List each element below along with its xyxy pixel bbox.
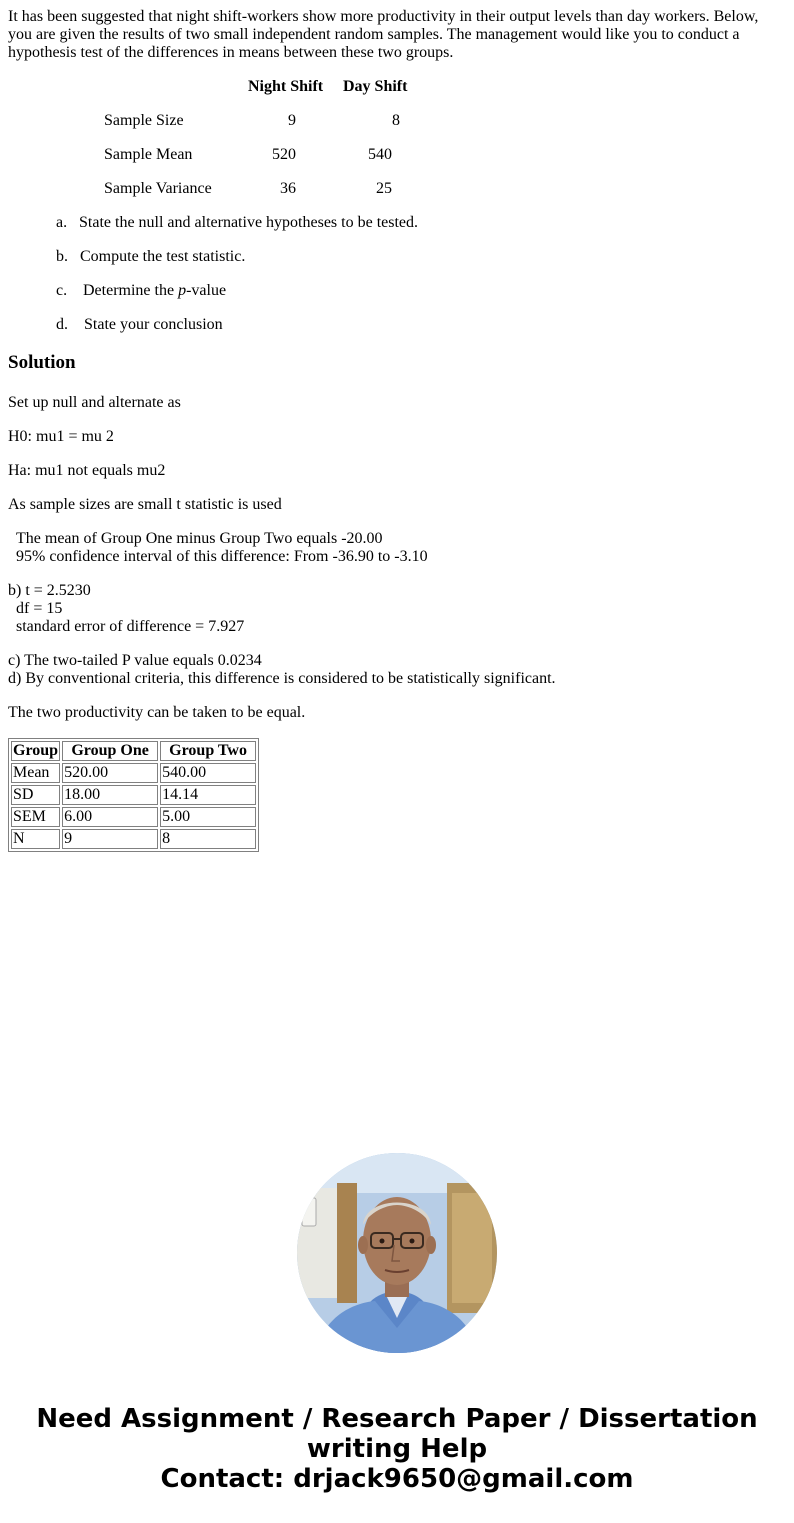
solution-line: As sample sizes are small t statistic is used	[8, 496, 282, 513]
day-value: 8	[392, 112, 400, 129]
final-conclusion: The two productivity can be taken to be equal.	[8, 704, 306, 721]
column-header: Group Two	[160, 741, 256, 761]
part-letter: a.	[56, 214, 68, 231]
stats-row-sample-size	[8, 112, 778, 146]
part-text-after: -value	[186, 282, 227, 299]
part-text-italic: p	[178, 282, 187, 299]
row-label: Sample Mean	[104, 146, 193, 163]
night-value: 520	[272, 146, 296, 163]
stats-row-sample-variance	[8, 180, 778, 214]
night-value: 36	[280, 180, 296, 197]
mean-difference: The mean of Group One minus Group Two equals -20.00	[16, 530, 383, 547]
part-letter: b.	[56, 248, 68, 265]
question-parts-list	[8, 214, 778, 350]
table-cell: Mean	[11, 763, 60, 783]
p-value-block	[8, 652, 778, 688]
standard-error: standard error of difference = 7.927	[16, 618, 245, 635]
sample-stats-table	[8, 78, 778, 214]
footer-banner	[0, 1404, 794, 1494]
stats-header-row	[8, 78, 778, 112]
table-cell: SD	[11, 785, 60, 805]
solution-heading: Solution	[8, 352, 76, 373]
table-row	[11, 785, 256, 805]
p-value-line: c) The two-tailed P value equals 0.0234	[8, 652, 262, 669]
row-label: Sample Variance	[104, 180, 212, 197]
part-text: State your conclusion	[84, 316, 223, 333]
footer-line: Need Assignment / Research Paper / Dissertation	[36, 1404, 758, 1434]
table-cell: 14.14	[160, 785, 256, 805]
part-text-before: Determine the	[83, 282, 179, 299]
t-statistic: b) t = 2.5230	[8, 582, 91, 599]
night-value: 9	[288, 112, 296, 129]
table-cell: 8	[160, 829, 256, 849]
table-header-row	[11, 741, 256, 761]
stats-row-sample-mean	[8, 146, 778, 180]
table-row	[11, 763, 256, 783]
column-header: Group	[13, 742, 59, 759]
table-row	[11, 829, 256, 849]
list-item	[8, 214, 778, 248]
author-avatar	[297, 1153, 497, 1353]
header-day-shift: Day Shift	[343, 78, 408, 95]
table-cell: N	[11, 829, 60, 849]
test-statistic-block	[8, 582, 778, 636]
avatar-portrait-icon	[297, 1153, 497, 1353]
part-text: Compute the test statistic.	[80, 248, 246, 265]
mean-difference-block	[8, 530, 778, 566]
day-value: 25	[376, 180, 392, 197]
part-text	[83, 282, 226, 300]
results-table	[8, 738, 259, 852]
solution-line: Set up null and alternate as	[8, 394, 181, 411]
document-content	[8, 8, 778, 852]
table-cell: 6.00	[62, 807, 158, 827]
list-item	[8, 282, 778, 316]
table-cell: SEM	[11, 807, 60, 827]
null-hypothesis: H0: mu1 = mu 2	[8, 428, 114, 445]
footer-contact: Contact: drjack9650@gmail.com	[160, 1464, 634, 1494]
table-cell: 5.00	[160, 807, 256, 827]
day-value: 540	[368, 146, 392, 163]
footer-line: writing Help	[306, 1434, 488, 1464]
table-cell: 540.00	[160, 763, 256, 783]
header-night-shift: Night Shift	[248, 78, 324, 95]
question-intro: It has been suggested that night shift-workers show more productivity in their output levels than day workers. Below, you are given the results of two small independent random samples. The management would like you to conduct a hypothesis test of the differences in means between these two groups.	[8, 8, 759, 61]
conclusion-significance: d) By conventional criteria, this difference is considered to be statistically significant.	[8, 670, 556, 687]
degrees-of-freedom: df = 15	[16, 600, 63, 617]
alternate-hypothesis: Ha: mu1 not equals mu2	[8, 462, 166, 479]
confidence-interval: 95% confidence interval of this difference: From -36.90 to -3.10	[16, 548, 428, 565]
table-row	[11, 807, 256, 827]
list-item	[8, 248, 778, 282]
row-label: Sample Size	[104, 112, 184, 129]
table-cell: 520.00	[62, 763, 158, 783]
part-letter: c.	[56, 282, 68, 299]
part-letter: d.	[56, 316, 68, 333]
list-item	[8, 316, 778, 350]
table-cell: 9	[62, 829, 158, 849]
table-cell: 18.00	[62, 785, 158, 805]
part-text: State the null and alternative hypotheses to be tested.	[79, 214, 419, 231]
column-header: Group One	[62, 741, 158, 761]
